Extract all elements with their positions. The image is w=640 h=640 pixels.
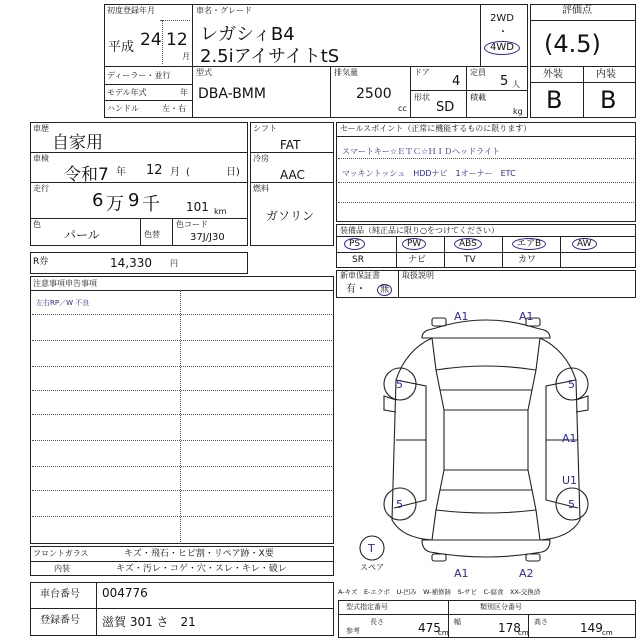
category-number-label: 類別区分番号	[480, 603, 522, 611]
displacement-label: 排気量	[334, 68, 358, 77]
notes-block	[30, 276, 334, 544]
color-value: パール	[64, 228, 100, 242]
warranty-opts: 有・	[346, 284, 366, 295]
mileage-label: 走行	[33, 184, 49, 193]
equip-tv: TV	[464, 255, 476, 265]
load-label: 積載	[470, 93, 486, 102]
mark-u1-side: U1	[562, 474, 578, 487]
mark-5-rear-right: 5	[568, 498, 575, 511]
sales-points-line2: マッキントッシュ HDDナビ 1オーナー ETC	[342, 169, 516, 178]
height-value: 149	[580, 621, 603, 635]
capacity-unit: 人	[512, 80, 520, 89]
sales-points-label: セールスポイント（正常に機能するものに限ります）	[340, 124, 532, 133]
car-name-label: 車名・グレード	[196, 6, 252, 15]
r-ken-label: R券	[33, 257, 49, 267]
inspection-day-open: (	[186, 167, 190, 178]
interior-text: キズ・汚レ・コゲ・穴・スレ・キレ・破レ	[116, 564, 287, 574]
equipment-label: 装備品（純正品に限り○をつけてください）	[340, 226, 499, 235]
handle-opts: 左・右	[162, 104, 186, 113]
score-int-label: 内装	[596, 69, 616, 80]
reg-date-label: 初度登録年月	[107, 6, 155, 15]
spare-label: スペア	[360, 563, 384, 572]
mark-t: T	[368, 542, 375, 555]
damage-legend: A-キズ E-エクボ U-凹み W-補修跡 S-サビ C-腐食 XX-交換済	[338, 588, 541, 596]
model-year-unit: 年	[180, 88, 188, 97]
mark-5-front-left: 5	[396, 378, 403, 391]
shape-label: 形状	[414, 93, 430, 102]
car-damage-diagram	[336, 300, 636, 585]
displacement-unit: cc	[398, 104, 407, 113]
car-name-value: レガシィB4	[200, 24, 295, 45]
glass-label: フロントガラス	[33, 549, 89, 558]
chassis-label: 車台番号	[40, 589, 80, 600]
mark-a1-front-right: A1	[519, 310, 534, 323]
reg-date-era: 平成	[108, 40, 135, 55]
inspection-era: 令和7	[64, 165, 109, 185]
inspection-year-unit: 年	[116, 167, 126, 178]
glass-text: キズ・飛石・ヒビ割・リペア跡・X要	[124, 549, 274, 559]
score-value: (4.5)	[544, 30, 601, 58]
load-unit: kg	[513, 107, 523, 116]
score-label: 評価点	[562, 5, 592, 16]
ac-value: AAC	[280, 168, 305, 182]
notes-line1: 左右RP／W 不良	[36, 299, 90, 307]
dealer-label: ディーラー・並行	[107, 71, 171, 80]
usage-value: 自家用	[52, 133, 103, 153]
inspection-label: 車検	[33, 154, 49, 163]
score-ext-value: B	[546, 86, 563, 114]
length-ref: 参考	[346, 627, 360, 635]
mileage-hundred: 101	[186, 200, 209, 214]
length-unit: cm	[438, 629, 449, 637]
mileage-sen-unit: 千	[142, 194, 160, 215]
doors-value: 4	[452, 74, 461, 89]
interior-label: 内装	[54, 564, 70, 573]
height-unit: cm	[602, 629, 613, 637]
notes-label: 注意事項申告事項	[33, 279, 97, 288]
mark-5-front-right: 5	[568, 378, 575, 391]
score-int-value: B	[600, 86, 617, 114]
mark-a1-front-left: A1	[454, 310, 469, 323]
shape-value: SD	[436, 100, 455, 115]
capacity-value: 5	[500, 74, 509, 89]
mileage-sen: 9	[128, 190, 140, 211]
shift-label: シフト	[253, 124, 277, 133]
reg-date-month-unit: 月	[182, 52, 190, 61]
color-code-label: 色コード	[176, 220, 208, 229]
drive-sep: ・	[498, 27, 508, 38]
equip-pw: PW	[402, 238, 426, 250]
r-ken-value: 14,330	[110, 256, 152, 270]
fuel-label: 燃料	[253, 184, 269, 193]
displacement-value: 2500	[356, 86, 392, 102]
chassis-value: 004776	[102, 586, 148, 600]
equip-sr: SR	[352, 255, 364, 265]
capacity-label: 定員	[470, 68, 486, 77]
equip-airbag: エアB	[512, 238, 546, 250]
shift-value: FAT	[280, 138, 301, 152]
equip-leather: カワ	[518, 255, 537, 265]
reg-date-month: 12	[166, 30, 188, 50]
mark-5-rear-left: 5	[396, 498, 403, 511]
mileage-unit: km	[214, 207, 227, 216]
doors-label: ドア	[414, 68, 430, 77]
width-unit: cm	[518, 629, 529, 637]
equip-abs: ABS	[454, 238, 482, 250]
equip-ps: PS	[344, 238, 365, 250]
model-label: 型式	[196, 68, 212, 77]
mark-a1-rear: A1	[454, 567, 469, 580]
mileage-man: 6	[92, 190, 104, 211]
registration-label: 登録番号	[40, 615, 80, 626]
mileage-man-unit: 万	[106, 194, 124, 215]
inspection-month: 12	[146, 163, 163, 178]
car-grade-value: 2.5iアイサイトtS	[200, 46, 340, 67]
drive-4wd: 4WD	[484, 41, 520, 55]
equip-aw: AW	[572, 238, 597, 250]
length-label: 長さ	[370, 618, 384, 626]
manual-label: 取扱説明	[402, 271, 434, 280]
warranty-circled: 無	[377, 284, 392, 296]
score-ext-label: 外装	[543, 69, 563, 80]
r-ken-unit: 円	[170, 259, 178, 268]
type-designation-label: 型式指定番号	[346, 603, 388, 611]
color-code-value: 37J/J30	[190, 232, 225, 243]
color-label: 色	[33, 220, 41, 229]
handle-label: ハンドル	[107, 104, 139, 113]
drive-2wd: 2WD	[490, 13, 514, 24]
usage-label: 車歴	[33, 124, 49, 133]
inspection-month-unit: 月	[170, 167, 180, 178]
mark-a1-side: A1	[562, 432, 577, 445]
registration-value: 滋賀 301 さ 21	[102, 615, 196, 629]
inspection-day-unit: 日)	[226, 167, 240, 178]
fuel-value: ガソリン	[266, 209, 315, 223]
color-shiki-label: 色替	[144, 230, 160, 239]
reg-date-year: 24	[140, 30, 162, 50]
width-value: 178	[498, 621, 521, 635]
ac-label: 冷房	[253, 154, 269, 163]
model-value: DBA-BMM	[198, 86, 266, 102]
model-year-label: モデル年式	[107, 88, 147, 97]
width-label: 幅	[454, 618, 461, 626]
height-label: 高さ	[534, 618, 548, 626]
length-value: 475	[418, 621, 441, 635]
warranty-label: 新車保証書	[340, 271, 380, 280]
sales-points-line1: スマートキー☆ＥＴＣ☆ＨＩＤヘッドライト	[342, 147, 500, 156]
equip-navi: ナビ	[408, 255, 427, 265]
mark-a2-rear: A2	[519, 567, 534, 580]
